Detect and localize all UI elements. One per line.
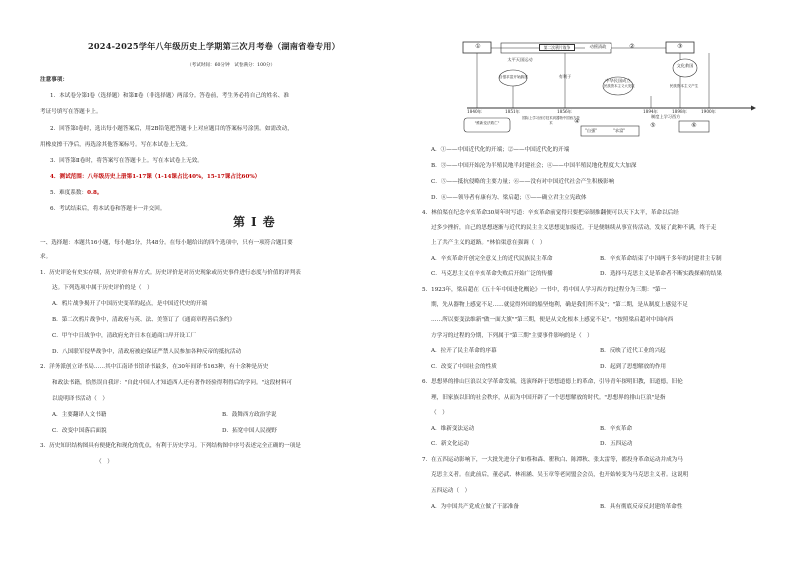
q1-option-a: A．鸦片战争揭开了中国历史变革的起点，是中国近代史的开端 bbox=[52, 301, 208, 307]
diagram-beneficial: 有利于 bbox=[558, 74, 572, 79]
test-scope bbox=[50, 174, 260, 181]
note-line: 考证号填写在答题卡上。 bbox=[40, 109, 102, 115]
q5-stem: 期，先从器物上感觉不足……就觉得外国的船坚炮利，确是我们所不及"；"第二期，是从制度上感觉不足 bbox=[431, 302, 688, 308]
q3-option-d: D．⑥——领导者有康有为、梁启超；⑤——确立君主立宪政体 bbox=[431, 195, 587, 201]
history-structure-diagram bbox=[461, 38, 761, 138]
q5-option-b: B．反映了近代工业的兴起 bbox=[600, 348, 666, 354]
diagram-box-opium-war-2: 第二次鸦片战争 bbox=[539, 44, 575, 51]
q5-stem: ……所以要变法维新"做一面大旗""第三期，便是从文化根本上感觉不足"。"按照梁启超对中国向西 bbox=[431, 317, 674, 323]
q5-stem: 方学习的过程的分期，下列属于"第三期"主要事件影响的是（ ） bbox=[431, 333, 593, 339]
q6-option-a: A．维新变法运动 bbox=[431, 426, 475, 432]
q6-option-b: B．辛亥革命 bbox=[600, 426, 633, 432]
q4-stem: 4．林伯渠在纪念辛亥革命30周年时写道：辛亥革命前觉得只要把帝制推翻便可以天下太平，革命以后经 bbox=[422, 210, 679, 216]
section-intro: 求。 bbox=[40, 254, 52, 260]
diagram-label-5: ⑤ bbox=[650, 122, 656, 129]
q7-stem: 7．在五四运动影响下，一大批先进分子如蔡和森、瞿秋白、陈潭秋、张太雷等，都投身革命运动并成为马 bbox=[422, 457, 683, 463]
test-scope-label: 4．测试范围： bbox=[50, 174, 88, 180]
year-tick: 1851年 bbox=[505, 109, 520, 114]
q1-option-c: C．甲午中日战争中，清政府允许日本在通商口岸开设工厂 bbox=[52, 333, 197, 339]
q6-stem: 6．思想界的排山巨浪以文学革命发端，选演绎辟于思想道德上的革命，引导青年探明旧教，旧道德，旧伦 bbox=[422, 379, 683, 385]
q6-option-c: C．新文化运动 bbox=[431, 441, 469, 447]
q6-option-d: D．五四运动 bbox=[600, 441, 633, 447]
diagram-seek-rich: "求富" bbox=[613, 128, 626, 133]
q2-option-a: A．主要翻译人文书籍 bbox=[52, 412, 107, 418]
diagram-label-3: ③ bbox=[677, 43, 683, 50]
q4-stem: 上了共产主义的道路。"林伯渠意在强调（ ） bbox=[431, 240, 546, 246]
q1-option-d: D．八国联军侵华战争中，清政府被迫保证严禁人民参加各种反帝的抵抗活动 bbox=[52, 349, 242, 355]
year-tick: 1856年 bbox=[557, 109, 572, 114]
q5-option-d: D．起到了思想解放的作用 bbox=[600, 364, 667, 370]
diagram-box-shake-qing: 动摇清政 bbox=[585, 44, 611, 49]
q5-option-a: A．拉开了民主革命的序幕 bbox=[431, 348, 497, 354]
q4-option-d: D．选择马克思主义是革命者不断实践探索的结果 bbox=[600, 271, 722, 277]
diagram-capitalism-growth: 民族资本主义大发展 bbox=[604, 84, 635, 88]
q1-stem: 1．历史评论有史实存续，历史评价有界方式。历史评价是对历史现象或历史事件进行态度与价值的评判表 bbox=[40, 270, 301, 276]
q4-stem: 过多少挫折，自己的思想逐渐与近代的民主主义思想更加接近。于是便继续从事宣传活动，发展了此种不满，终于走 bbox=[431, 225, 717, 231]
diagram-capitalism-born: 民族资本主义产生 bbox=[669, 84, 699, 88]
note-line: 6．考试结束后，将本试卷和答题卡一并交回。 bbox=[50, 206, 166, 212]
diagram-label-1: ① bbox=[475, 43, 481, 50]
q7-stem: 克思主义者。在此前后，董必武、林祖涵、吴玉章等老同盟会会员，也开始转变为马克思主义者。这说明 bbox=[431, 472, 689, 478]
diagram-reform-slogan: "维新变法救亡" bbox=[474, 121, 500, 125]
q3-option-b: B．③——中国开始沦为半殖民地半封建社会；④——中国半殖民地化程度大大加深 bbox=[431, 163, 637, 169]
diagram-roc: 中华民国成立 bbox=[605, 78, 631, 83]
difficulty-value: 0.8。 bbox=[87, 190, 103, 196]
section-intro: 一、选择题：本题共16小题，每小题3分，共48分。在每小题给出的四个选项中，只有一项符合题目要 bbox=[40, 240, 293, 246]
year-tick: 1894年 bbox=[643, 109, 658, 114]
q6-stem: （ ） bbox=[431, 410, 448, 416]
q3-option-c: C．⑤——抵抗侵略的主要力量；⑥——没有对中国近代社会产生积极影响 bbox=[431, 179, 615, 185]
q2-stem: 以说明译书活动（ ） bbox=[52, 396, 108, 402]
diagram-mid-label: 国际上学习西方技术到器物中国西方技术 bbox=[522, 116, 580, 125]
note-line: 用橡皮擦干净后，再选涂其他答案标号。写在本试卷上无效。 bbox=[40, 142, 192, 148]
year-tick: 1840年 bbox=[467, 109, 482, 114]
q5-stem: 5．1923年，梁启超在《五十年中国进化概论》一书中，将中国人学习西方的过程分为三期："第一 bbox=[422, 287, 667, 293]
diagram-label-6: ⑥ bbox=[691, 122, 697, 129]
diagram-taiping: 太平天国运动 bbox=[507, 57, 533, 62]
difficulty bbox=[50, 190, 102, 197]
diagram-self-strengthening: 自强求富开始搞建 bbox=[499, 75, 528, 79]
q7-option-b: B．具有彻底反帝反封建的革命性 bbox=[600, 504, 683, 510]
q2-option-d: D．拓宽中国人民视野 bbox=[222, 428, 277, 434]
year-tick: 1898年 bbox=[672, 109, 687, 114]
q3-stem: （ ） bbox=[96, 459, 113, 465]
q3-stem: 3．历史知识结构图具有便捷化和现化的优点，有利于历史学习。下列结构图中序号表述完全正确的一项是 bbox=[40, 443, 301, 449]
q6-stem: 理，旧家族以旧的社会秩序，从而为中国开辟了一个思想解放的时代。"思想界的排山巨浪"是指 bbox=[431, 395, 666, 401]
exam-subtitle: （考试时间：60分钟 试卷满分：100分） bbox=[187, 63, 276, 68]
year-tick: 1900年 bbox=[701, 109, 716, 114]
q2-stem: 2．洋务派创立译书局……其中江南译书馆译书最多，在30年间译书163种，有十余种是历史 bbox=[40, 364, 269, 370]
q7-option-a: A．为中国共产党成立做了干部准备 bbox=[431, 504, 519, 510]
note-line: 2．回答第Ⅰ卷时，选出每小题答案后，用2B铅笔把答题卡上对应题目的答案标号涂黑。如需改动， bbox=[50, 126, 293, 132]
difficulty-label: 5．难度系数： bbox=[50, 190, 88, 196]
q2-stem: 和政法书籍，恰然误自我评："自此中国人才知道西人还有著作经验得利得后的学问。"这段材料可 bbox=[52, 380, 293, 386]
note-line: 1．本试卷分第Ⅰ卷（选择题）和第Ⅱ卷（非选择题）两部分。答卷前，考生务必将自己的姓名、准 bbox=[50, 93, 289, 99]
note-line: 3．回答第Ⅱ卷时，将答案写在答题卡上。写在本试卷上无效。 bbox=[50, 158, 203, 164]
section-title: 第Ⅰ卷 bbox=[233, 215, 281, 229]
exam-title: 2024-2025学年八年级历史上学期第三次月考卷（湖南省卷专用） bbox=[88, 41, 341, 51]
q4-option-b: B．辛亥革命结束了中国两千多年的封建君主专制 bbox=[600, 256, 722, 262]
diagram-self-strong: "自强" bbox=[585, 128, 598, 133]
q4-option-a: A．辛亥革命开创完全意义上的近代民族民主革命 bbox=[431, 256, 553, 262]
q5-option-c: C．改变了中国社会的性质 bbox=[431, 364, 497, 370]
diagram-culture-save: 文化救国 bbox=[676, 63, 694, 68]
q1-stem: 达。下列选项中属于历史评价的是（ ） bbox=[52, 285, 153, 291]
diagram-right-label: 制度上学习西方 bbox=[651, 114, 681, 119]
q4-option-c: C．马克思主义在辛亥革命失败后开始广泛的传播 bbox=[431, 271, 553, 277]
diagram-label-2: ② bbox=[629, 43, 635, 50]
diagram-label-4: ④ bbox=[574, 118, 580, 125]
q2-option-b: B．鼓舞西方政治学说 bbox=[222, 412, 277, 418]
q2-option-c: C．改变中国落后面貌 bbox=[52, 428, 107, 434]
notes-heading: 注意事项： bbox=[40, 77, 68, 83]
q1-option-b: B．第二次鸦片战争中，清政府与英、法、美签订了《通商章程善后条约》 bbox=[52, 317, 236, 323]
q7-stem: 五四运动（ ） bbox=[431, 488, 471, 494]
q3-option-a: A．①——中国近代化的开端；②——中国近代化的开端 bbox=[431, 147, 570, 153]
test-scope-value: 八年级历史上册第1-17课（1-14课占比40%，15-17课占比60%） bbox=[87, 174, 261, 180]
